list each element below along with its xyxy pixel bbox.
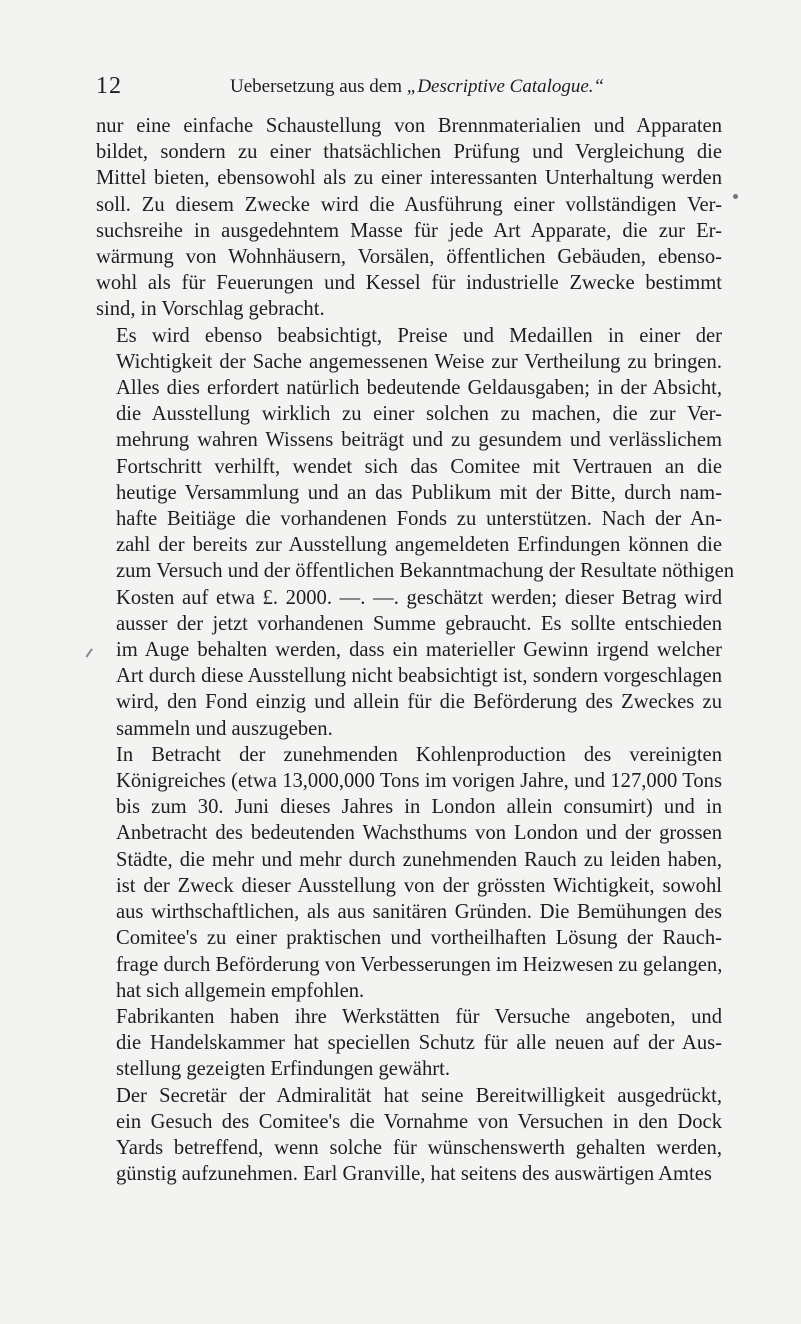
text-line: nur eine einfache Schaustellung von Brennmaterialien und Apparaten [96, 115, 722, 137]
text-line: wärmung von Wohnhäusern, Vorsälen, öffentlichen Gebäuden, ebenso- [96, 246, 722, 269]
text-line: hat sich allgemein empfohlen. [116, 979, 365, 1002]
paragraph [96, 323, 735, 742]
text-line: sammeln und auszugeben. [116, 717, 333, 740]
text-line: die Ausstellung wirklich zu einer solchen zu machen, die zur Ver- [116, 403, 722, 426]
text-line: Der Secretär der Admiralität hat seine Bereitwilligkeit ausgedrückt, [116, 1084, 722, 1107]
text-line: suchsreihe in ausgedehntem Masse für jede Art Apparate, die zur Er- [96, 219, 722, 242]
page-number: 12 [96, 73, 122, 99]
text-line: bildet, sondern zu einer thatsächlichen Prüfung und Vergleichung die [96, 141, 722, 164]
text-line: wohl als für Feuerungen und Kessel für industrielle Zwecke bestimmt [96, 272, 722, 295]
text-line: Fortschritt verhilft, wendet sich das Comitee mit Vertrauen an die [116, 455, 722, 478]
text-line: In Betracht der zunehmenden Kohlenproduction des vereinigten [116, 743, 722, 766]
paragraph [96, 742, 722, 1004]
text-line: frage durch Beförderung von Verbesserungen im Heizwesen zu gelangen, [116, 953, 723, 976]
text-line: im Auge behalten werden, dass ein materieller Gewinn irgend welcher [116, 639, 722, 662]
text-line: aus wirthschaftlichen, als aus sanitären Gründen. Die Bemühungen des [116, 901, 722, 924]
text-line: die Handelskammer hat speciellen Schutz für alle neuen auf der Aus- [116, 1032, 722, 1055]
body-text [96, 113, 735, 1187]
text-line: ist der Zweck dieser Ausstellung von der grössten Wichtigkeit, sowohl [116, 874, 722, 897]
text-line: stellung gezeigten Erfindungen gewährt. [116, 1058, 450, 1081]
text-line: Anbetracht des bedeutenden Wachsthums von London und der grossen [116, 822, 722, 845]
text-line: günstig aufzunehmen. Earl Granville, hat seitens des auswärtigen Amtes [116, 1163, 712, 1186]
text-line: Fabrikanten haben ihre Werkstätten für Versuche angeboten, und [116, 1005, 722, 1028]
text-line: bis zum 30. Juni dieses Jahres in London allein consumirt) und in [116, 796, 722, 819]
text-line: sind, in Vorschlag gebracht. [96, 298, 325, 321]
text-line: Art durch diese Ausstellung nicht beabsichtigt ist, sondern vorgeschlagen [116, 665, 722, 688]
paragraph [96, 1004, 722, 1083]
running-head-italic: „Descriptive Catalogue.“ [406, 76, 605, 97]
margin-pencil-mark [86, 648, 93, 657]
text-line: Alles dies erfordert natürlich bedeutende Geldausgaben; in der Absicht, [116, 377, 722, 400]
text-line: Kosten auf etwa £. 2000. —. —. geschätzt werden; dieser Betrag wird [116, 586, 722, 609]
text-line: Mittel bieten, ebensowohl als zu einer interessanten Unterhaltung werden [96, 167, 722, 190]
text-line: Städte, die mehr und mehr durch zunehmenden Rauch zu leiden haben, [116, 848, 722, 871]
text-line: Königreiches (etwa 13,000,000 Tons im vorigen Jahre, und 127,000 Tons [116, 770, 722, 793]
paragraph [96, 1083, 722, 1188]
page-header [96, 73, 716, 103]
text-line: zum Versuch und der öffentlichen Bekanntmachung der Resultate nöthigen [116, 560, 735, 583]
margin-dot [733, 194, 738, 199]
text-line: heutige Versammlung und an das Publikum mit der Bitte, durch nam- [116, 481, 722, 504]
text-line: Wichtigkeit der Sache angemessenen Weise zur Vertheilung zu bringen. [116, 350, 722, 373]
text-line: hafte Beitiäge die vorhandenen Fonds zu unterstützen. Nach der An- [116, 508, 722, 531]
text-line: soll. Zu diesem Zwecke wird die Ausführung einer vollständigen Ver- [96, 193, 722, 216]
text-line: ausser der jetzt vorhandenen Summe gebraucht. Es sollte entschieden [116, 612, 722, 635]
text-line: zahl der bereits zur Ausstellung angemeldeten Erfindungen können die [116, 534, 722, 557]
text-line: Es wird ebenso beabsichtigt, Preise und Medaillen in einer der [116, 324, 722, 347]
text-line: Comitee's zu einer praktischen und vortheilhaften Lösung der Rauch- [116, 927, 722, 950]
text-line: ein Gesuch des Comitee's die Vornahme von Versuchen in den Dock [116, 1110, 722, 1133]
text-line: Yards betreffend, wenn solche für wünschenswerth gehalten werden, [116, 1136, 722, 1159]
running-head-plain: Uebersetzung aus dem [230, 76, 407, 97]
text-line: wird, den Fond einzig und allein für die Beförderung des Zweckes zu [116, 691, 722, 714]
text-line: mehrung wahren Wissens beiträgt und zu gesundem und verlässlichem [116, 429, 722, 452]
paragraph [96, 113, 722, 323]
running-head [230, 76, 604, 98]
